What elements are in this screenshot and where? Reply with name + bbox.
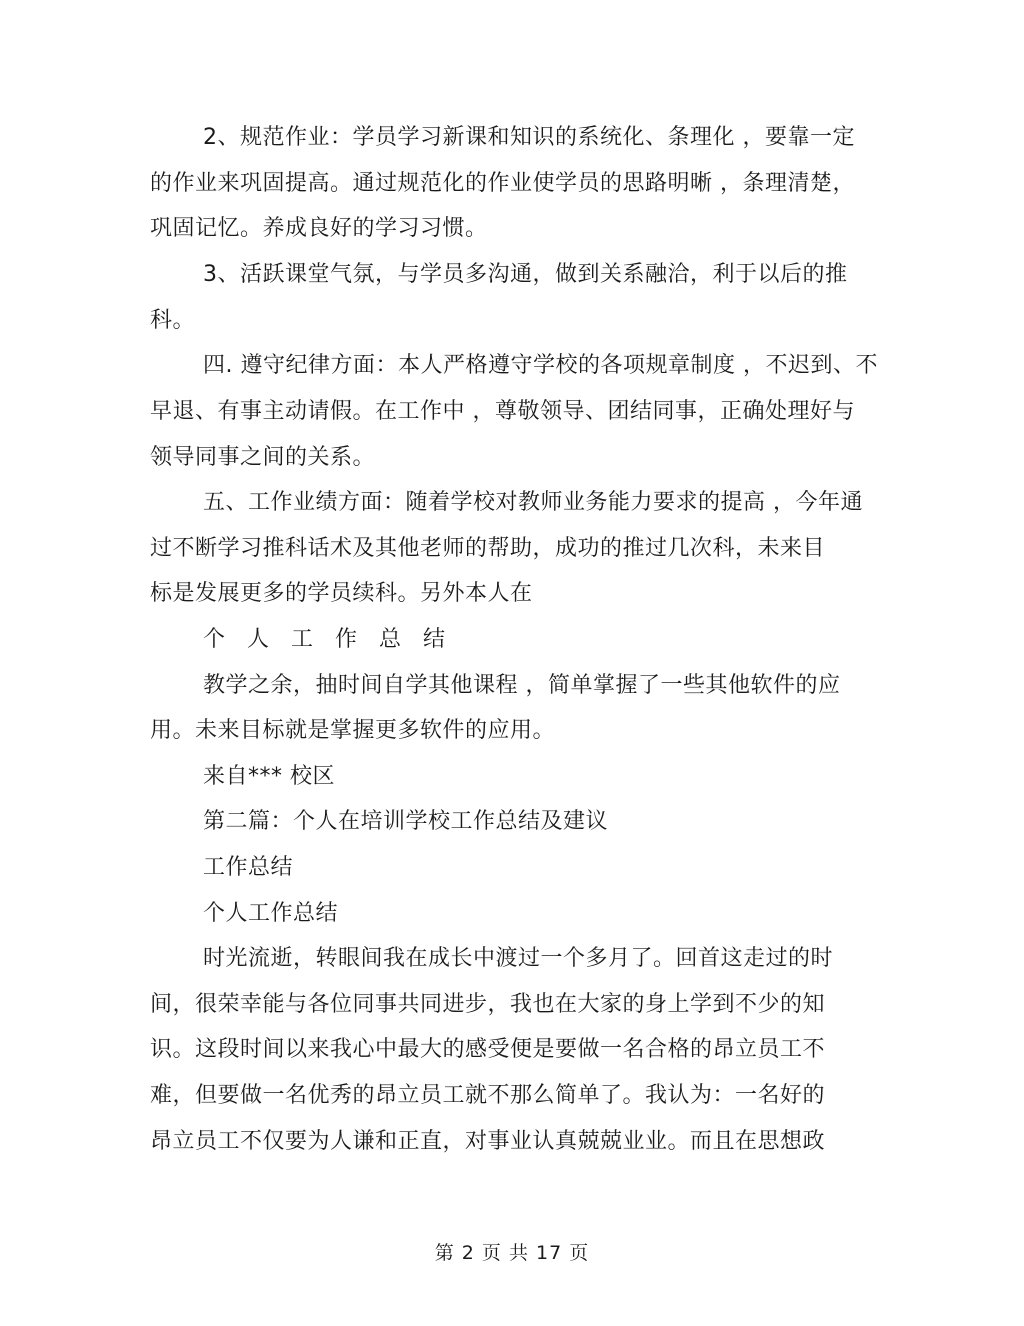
paragraph-line: 四. 遵守纪律方面：本人严格遵守学校的各项规章制度 ，不迟到、不 <box>203 353 878 378</box>
section-heading: 工作总结 <box>203 855 294 880</box>
paragraph-line: 领导同事之间的关系。 <box>150 445 376 470</box>
paragraph-line: 识。这段时间以来我心中最大的感受便是要做一名合格的昂立员工不 <box>150 1037 826 1062</box>
paragraph-line: 过不断学习推科话术及其他老师的帮助，成功的推过几次科，未来目 <box>150 536 826 561</box>
paragraph-line: 难，但要做一名优秀的昂立员工就不那么简单了。我认为：一名好的 <box>150 1083 826 1108</box>
paragraph-line: 3、活跃课堂气氛，与学员多沟通，做到关系融洽，利于以后的推 <box>203 262 848 287</box>
section-heading: 个人工作总结 <box>203 627 468 652</box>
paragraph-line: 的作业来巩固提高。通过规范化的作业使学员的思路明晰 ，条理清楚， <box>150 171 855 196</box>
source-line: 来自*** 校区 <box>203 764 335 789</box>
page-footer: 第 2 页 共 17 页 <box>434 1242 590 1264</box>
paragraph-line: 科。 <box>150 308 196 333</box>
paragraph-line: 用。未来目标就是掌握更多软件的应用。 <box>150 718 556 743</box>
paragraph-line: 教学之余，抽时间自学其他课程 ，简单掌握了一些其他软件的应 <box>203 673 841 698</box>
paragraph-line: 巩固记忆。养成良好的学习习惯。 <box>150 216 488 241</box>
paragraph-line: 2、规范作业：学员学习新课和知识的系统化、条理化 ，要靠一定 <box>203 125 855 150</box>
paragraph-line: 五、工作业绩方面：随着学校对教师业务能力要求的提高 ，今年通 <box>203 490 863 515</box>
section-heading: 个人工作总结 <box>203 901 339 926</box>
paragraph-line: 早退、有事主动请假。在工作中 ，尊敬领导、团结同事，正确处理好与 <box>150 399 855 424</box>
paragraph-line: 昂立员工不仅要为人谦和正直，对事业认真兢兢业业。而且在思想政 <box>150 1129 826 1154</box>
paragraph-line: 间，很荣幸能与各位同事共同进步，我也在大家的身上学到不少的知 <box>150 992 826 1017</box>
paragraph-line: 标是发展更多的学员续科。另外本人在 <box>150 581 533 606</box>
paragraph-line: 时光流逝，转眼间我在成长中渡过一个多月了。回首这走过的时 <box>203 946 834 971</box>
chapter-title: 第二篇：个人在培训学校工作总结及建议 <box>203 809 609 834</box>
